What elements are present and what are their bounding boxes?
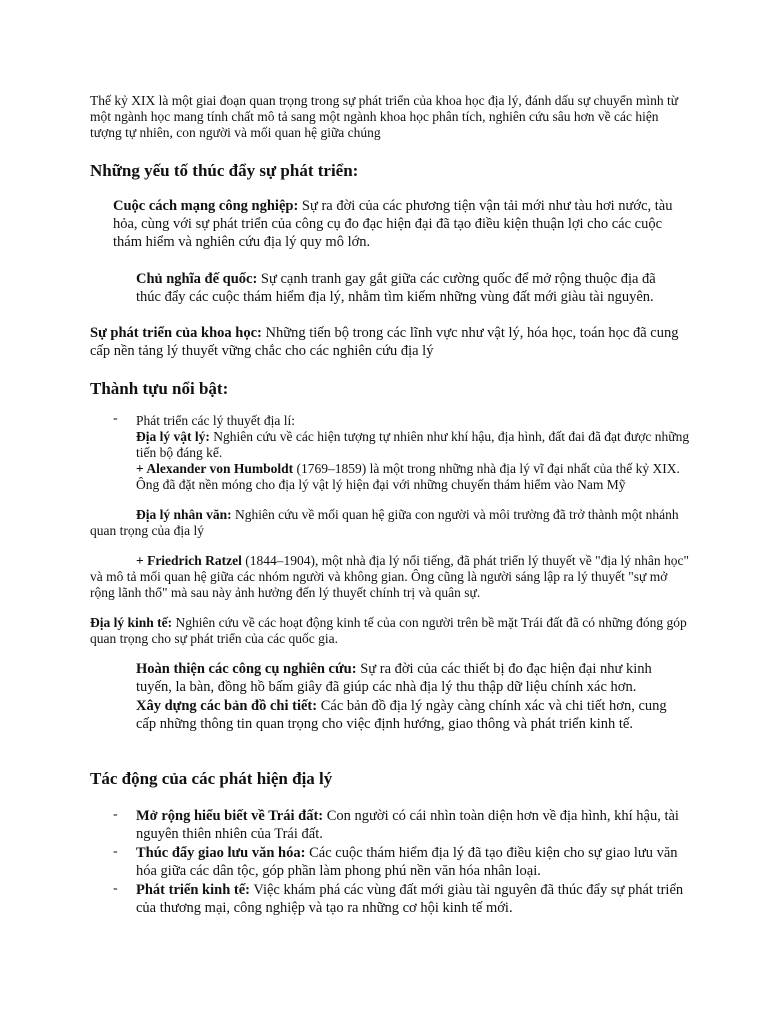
text-economic-development: Việc khám phá các vùng đất mới giàu tài nguyên đã thúc đẩy sự phát triển của thương mại, công nghiệp và tạo ra những cơ hội kinh tế mới. bbox=[136, 882, 684, 916]
list-item-cultural-exchange bbox=[136, 844, 688, 880]
list-item-dash: - bbox=[113, 881, 118, 896]
label-science: Sự phát triển của khoa học: bbox=[90, 325, 262, 341]
label-cultural-exchange: Thúc đẩy giao lưu văn hóa: bbox=[136, 845, 306, 861]
text-cultural-exchange: Các cuộc thám hiểm địa lý đã tạo điều kiện cho sự giao lưu văn hóa giữa các dân tộc, góp phần làm phong phú nền văn hóa nhân loại. bbox=[136, 845, 678, 879]
text-industrial-revolution: Sự ra đời của các phương tiện vận tải mới như tàu hơi nước, tàu hỏa, cùng với sự phát triển của công cụ đo đạc hiện đại đã tạo điều kiện thuận lợi cho các cuộc thám hiểm và nghiên cứu địa lý quy mô lớn. bbox=[113, 198, 673, 250]
text-humboldt: (1769–1859) là một trong những nhà địa lý vĩ đại nhất của thế kỷ XIX. Ông đã đặt nền móng cho địa lý vật lý hiện đại với những chuyến thám hiểm vào Nam Mỹ bbox=[136, 461, 680, 492]
list-item-expand-knowledge bbox=[136, 807, 688, 843]
list-item-economic-development bbox=[136, 881, 688, 917]
text-expand-knowledge: Con người có cái nhìn toàn diện hơn về địa hình, khí hậu, tài nguyên thiên nhiên của Trái đất. bbox=[136, 808, 679, 842]
paragraph-humboldt bbox=[136, 461, 696, 493]
text-human-geography: Nghiên cứu về mối quan hệ giữa con người và môi trường đã trở thành một nhánh quan trọng của địa lý bbox=[90, 507, 679, 538]
text-imperialism: Sự cạnh tranh gay gắt giữa các cường quốc để mở rộng thuộc địa đã thúc đẩy các cuộc thám hiểm địa lý, nhằm tìm kiếm những vùng đất mới giàu tài nguyên. bbox=[136, 271, 656, 305]
label-detailed-maps: Xây dựng các bản đồ chi tiết: bbox=[136, 698, 318, 714]
list-item-dash: - bbox=[113, 844, 118, 859]
section-heading-impacts: Tác động của các phát hiện địa lý bbox=[90, 769, 333, 788]
paragraph-research-tools bbox=[136, 660, 682, 696]
label-expand-knowledge: Mở rộng hiểu biết về Trái đất: bbox=[136, 808, 324, 824]
label-physical-geography: Địa lý vật lý: bbox=[136, 429, 210, 444]
label-research-tools: Hoàn thiện các công cụ nghiên cứu: bbox=[136, 661, 357, 677]
text-physical-geography: Nghiên cứu về các hiện tượng tự nhiên như khí hậu, địa hình, đất đai đã đạt được những tiến bộ đáng kể. bbox=[136, 429, 690, 460]
list-item-dash: - bbox=[113, 807, 118, 822]
paragraph-imperialism bbox=[136, 270, 682, 306]
label-ratzel: + Friedrich Ratzel bbox=[136, 553, 242, 568]
label-humboldt: + Alexander von Humboldt bbox=[136, 461, 294, 476]
label-economic-development: Phát triển kinh tế: bbox=[136, 882, 250, 898]
label-industrial-revolution: Cuộc cách mạng công nghiệp: bbox=[113, 198, 299, 214]
label-human-geography: Địa lý nhân văn: bbox=[136, 507, 232, 522]
text-economic-geography: Nghiên cứu về các hoạt động kinh tế của con người trên bề mặt Trái đất đã có những đóng góp quan trọng cho sự phát triển của các quốc gia. bbox=[90, 615, 687, 646]
section-heading-achievements: Thành tựu nổi bật: bbox=[90, 379, 229, 398]
paragraph-industrial-revolution bbox=[113, 197, 683, 251]
intro-paragraph: Thế kỷ XIX là một giai đoạn quan trọng trong sự phát triển của khoa học địa lý, đánh dấu sự chuyển mình từ một ngành học mang tính chất mô tả sang một ngành khoa học phân tích, nghiên cứu sâu hơn về các hiện tượng tự nhiên, con người và mối quan hệ giữa chúng bbox=[90, 93, 679, 140]
paragraph-detailed-maps bbox=[136, 697, 682, 733]
text-ratzel: (1844–1904), một nhà địa lý nổi tiếng, đã phát triển lý thuyết về "địa lý nhân học" và mô tả mối quan hệ giữa các nhóm người và không gian. Ông cũng là người sáng lập ra lý thuyết "sự mở rộng lãnh thổ" mà sau này ảnh hưởng đến lý thuyết chính trị và quân sự. bbox=[90, 553, 689, 600]
text-science: Những tiến bộ trong các lĩnh vực như vật lý, hóa học, toán học đã cung cấp nền tảng lý thuyết vững chắc cho các nghiên cứu địa lý bbox=[90, 325, 679, 359]
paragraph-physical-geography bbox=[136, 429, 696, 461]
label-economic-geography: Địa lý kinh tế: bbox=[90, 615, 173, 630]
section-heading-factors: Những yếu tố thúc đẩy sự phát triển: bbox=[90, 161, 359, 180]
label-imperialism: Chủ nghĩa đế quốc: bbox=[136, 271, 258, 287]
bullet-dash: - bbox=[113, 411, 118, 426]
theory-intro: Phát triển các lý thuyết địa lí: bbox=[136, 413, 295, 428]
paragraph-human-geography bbox=[90, 507, 690, 539]
text-detailed-maps: Các bản đồ địa lý ngày càng chính xác và chi tiết hơn, cung cấp những thông tin quan trọng cho việc định hướng, giao thông và phát triển kinh tế. bbox=[136, 698, 667, 732]
text-research-tools: Sự ra đời của các thiết bị đo đạc hiện đại như kinh tuyến, la bàn, đồng hồ bấm giây đã giúp các nhà địa lý thu thập dữ liệu chính xác hơn. bbox=[136, 661, 652, 695]
paragraph-ratzel bbox=[90, 553, 690, 601]
paragraph-science bbox=[90, 324, 680, 360]
paragraph-economic-geography bbox=[90, 615, 690, 647]
